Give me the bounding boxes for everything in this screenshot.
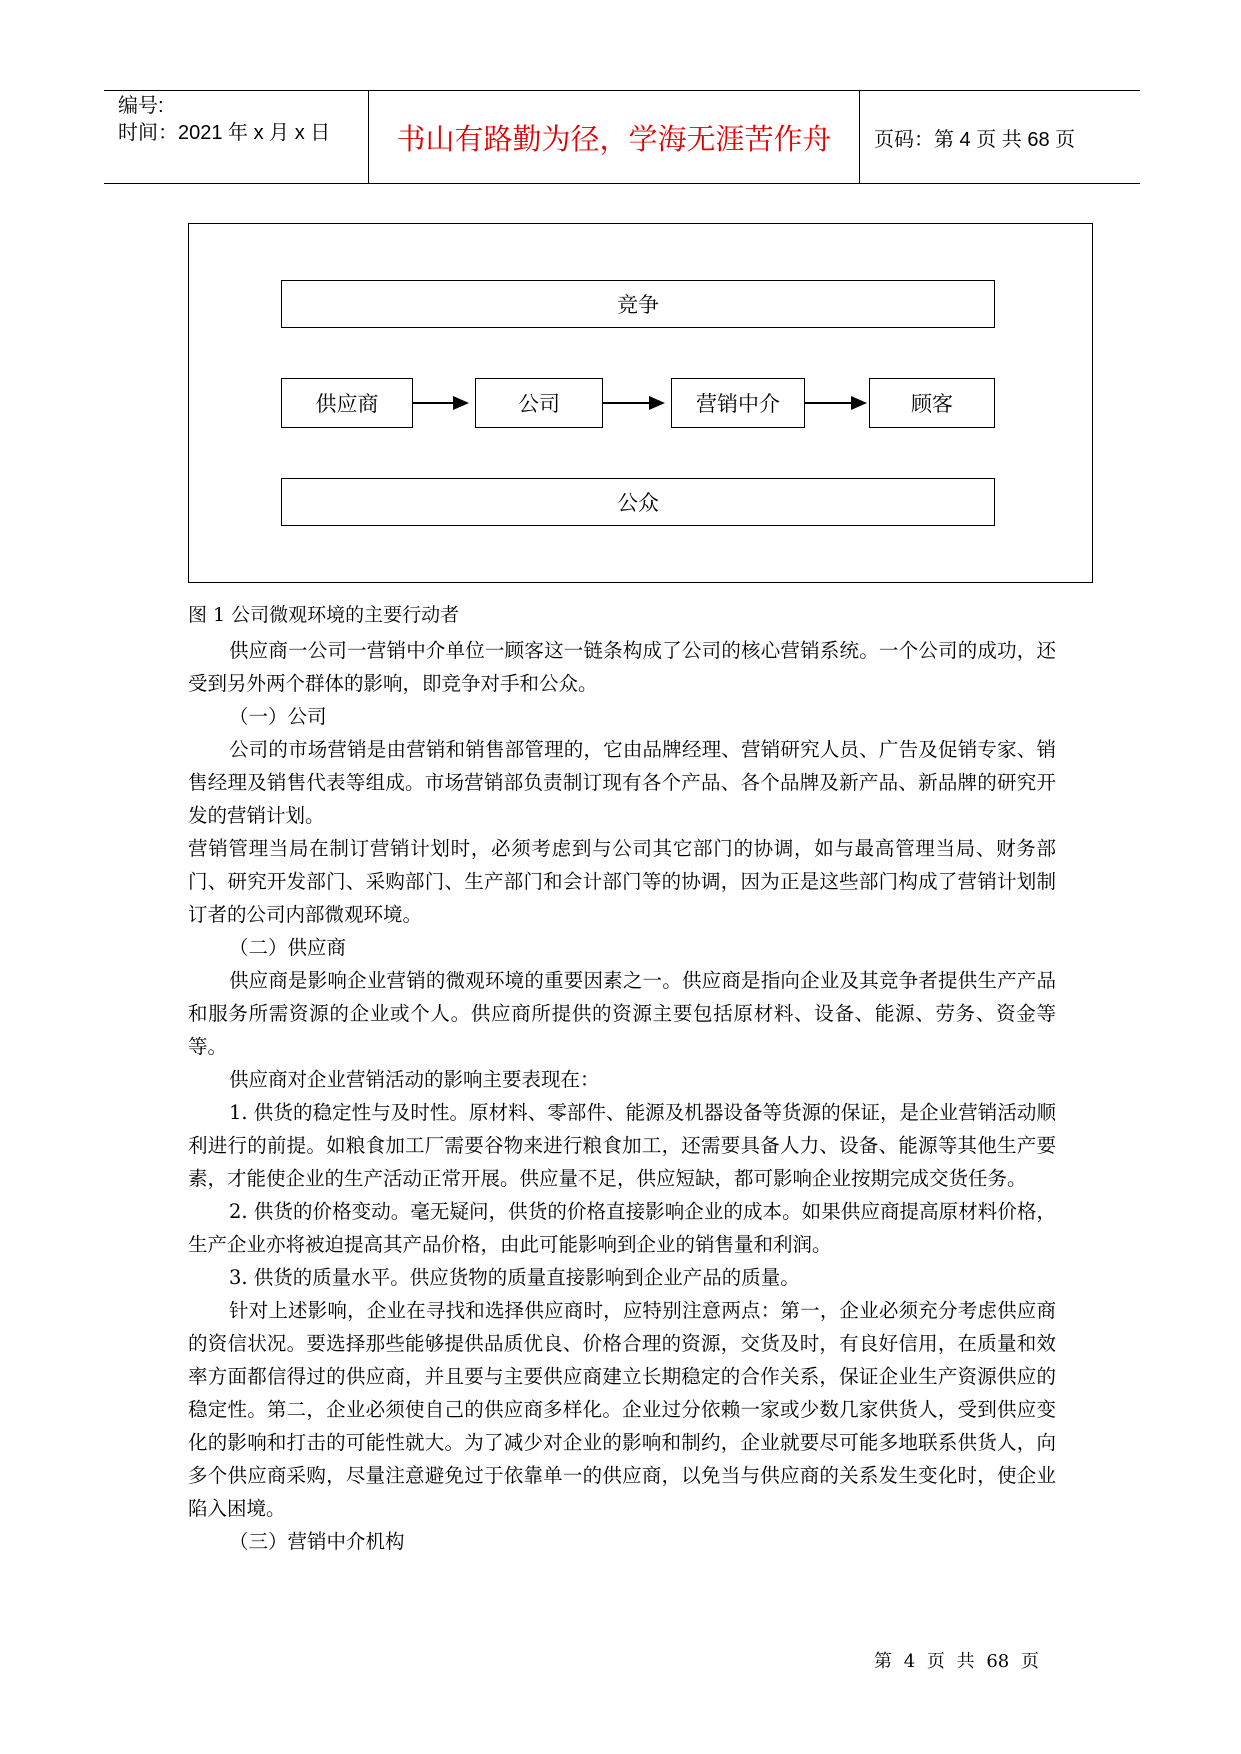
paragraph: 供应商对企业营销活动的影响主要表现在： — [228, 1068, 600, 1091]
body-text — [188, 634, 1056, 1558]
paragraph: 营销管理当局在制订营销计划时，必须考虑到与公司其它部门的协调，如与最高管理当局、财务部门、研究开发部门、采购部门、生产部门和会计部门等的协调，因为正是这些部门构成了营销计划制订者的公司内部微观环境。 — [188, 837, 1056, 926]
microenvironment-diagram — [188, 223, 1093, 583]
paragraph: 供应商一公司一营销中介单位一顾客这一链条构成了公司的核心营销系统。一个公司的成功，还受到另外两个群体的影响，即竞争对手和公众。 — [188, 639, 1056, 695]
section-heading-intermediary: （三）营销中介机构 — [228, 1530, 405, 1553]
page-footer: 第 4 页 共 68 页 — [874, 1651, 1039, 1672]
time-label: 时间：2021 年 x 月 x 日 — [118, 122, 331, 144]
header-page-label: 页码：第 4 页 共 68 页 — [874, 128, 1076, 151]
box-customer: 顾客 — [869, 378, 995, 428]
header-meta — [118, 91, 368, 147]
list-item: 1. 供货的稳定性与及时性。原材料、零部件、能源及机器设备等货源的保证，是企业营销活动顺利进行的前提。如粮食加工厂需要谷物来进行粮食加工，还需要具备人力、设备、能源等其他生产要素，才能使企业的生产活动正常开展。供应量不足，供应短缺，都可影响企业按期完成交货任务。 — [188, 1101, 1056, 1190]
box-competition: 竞争 — [281, 280, 995, 328]
list-item: 2. 供货的价格变动。毫无疑问，供货的价格直接影响企业的成本。如果供应商提高原材料价格，生产企业亦将被迫提高其产品价格，由此可能影响到企业的销售量和利润。 — [188, 1200, 1056, 1256]
box-public: 公众 — [281, 478, 995, 526]
paragraph: 供应商是影响企业营销的微观环境的重要因素之一。供应商是指向企业及其竞争者提供生产产品和服务所需资源的企业或个人。供应商所提供的资源主要包括原材料、设备、能源、劳务、资金等等。 — [188, 969, 1056, 1058]
list-item: 3. 供货的质量水平。供应货物的质量直接影响到企业产品的质量。 — [228, 1266, 800, 1289]
box-company: 公司 — [475, 378, 603, 428]
paragraph: 针对上述影响，企业在寻找和选择供应商时，应特别注意两点：第一，企业必须充分考虑供应商的资信状况。要选择那些能够提供品质优良、价格合理的资源，交货及时，有良好信用，在质量和效率方面都信得过的供应商，并且要与主要供应商建立长期稳定的合作关系，保证企业生产资源供应的稳定性。第二，企业必须使自己的供应商多样化。企业过分依赖一家或少数几家供货人，受到供应变化的影响和打击的可能性就大。为了减少对企业的影响和制约，企业就要尽可能多地联系供货人，向多个供应商采购，尽量注意避免过于依靠单一的供应商，以免当与供应商的关系发生变化时，使企业陷入困境。 — [188, 1299, 1056, 1520]
header-motto: 书山有路勤为径，学海无涯苦作舟 — [368, 91, 860, 183]
figure-caption: 图 1 公司微观环境的主要行动者 — [188, 604, 460, 626]
serial-label: 编号: — [118, 95, 164, 117]
box-marketing-intermediary: 营销中介 — [671, 378, 805, 428]
page-header — [104, 90, 1140, 184]
box-supplier: 供应商 — [281, 378, 413, 428]
paragraph: 公司的市场营销是由营销和销售部管理的，它由品牌经理、营销研究人员、广告及促销专家、销售经理及销售代表等组成。市场营销部负责制订现有各个产品、各个品牌及新产品、新品牌的研究开发的营销计划。 — [188, 738, 1056, 827]
arrow-supplier-to-company — [413, 396, 469, 410]
arrow-company-to-intermediary — [603, 396, 665, 410]
section-heading-company: （一）公司 — [228, 705, 327, 728]
arrow-intermediary-to-customer — [805, 396, 867, 410]
section-heading-supplier: （二）供应商 — [228, 936, 346, 959]
